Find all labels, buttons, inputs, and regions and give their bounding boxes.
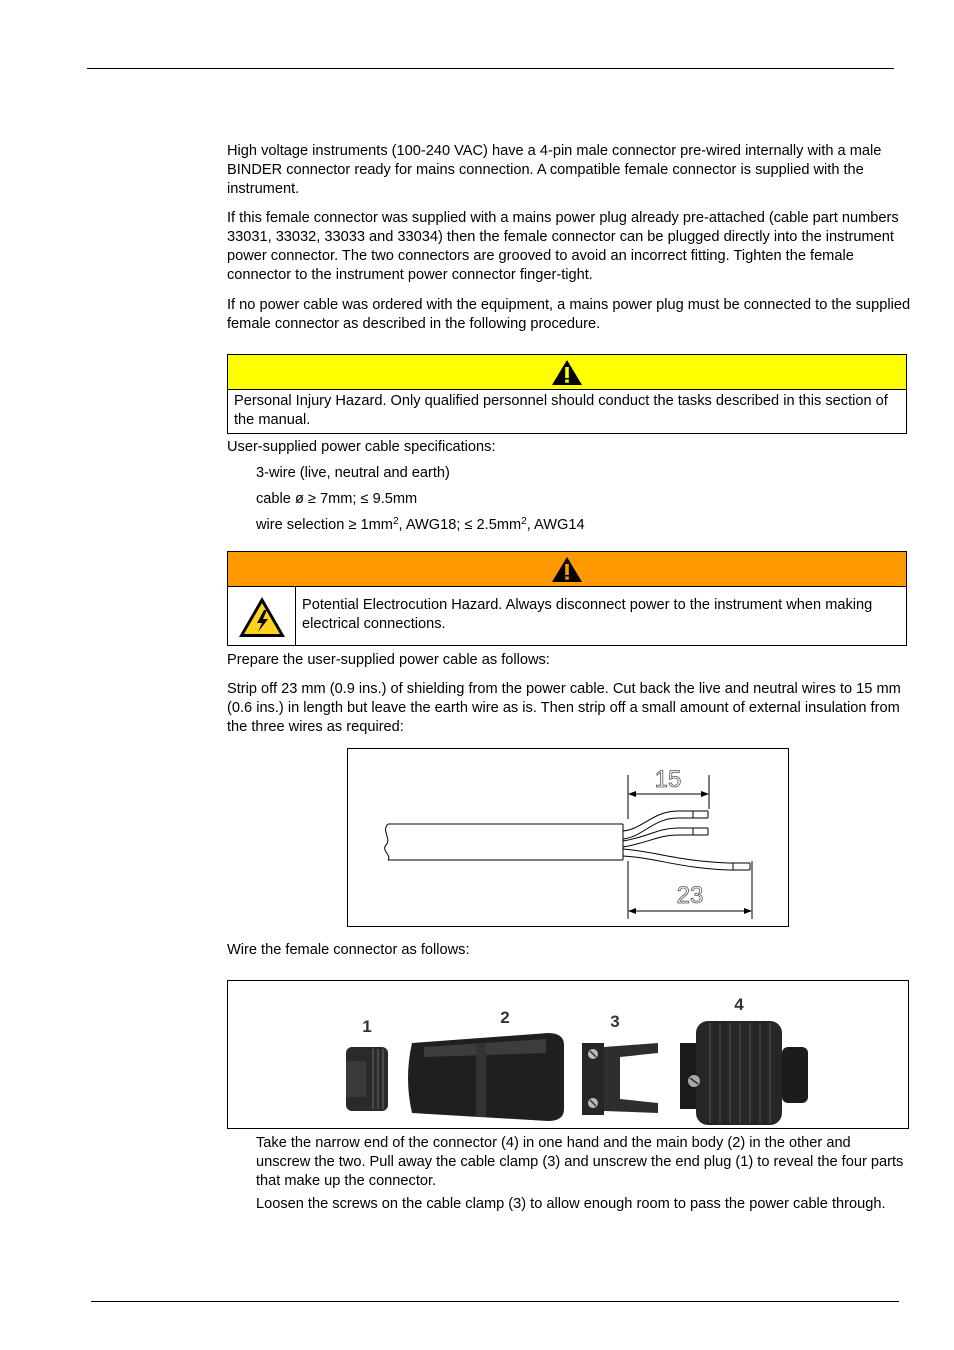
cable-drawing — [348, 749, 788, 926]
strip-instructions: Strip off 23 mm (0.9 ins.) of shielding from the power cable. Cut back the live and neutral wires to 15 mm (0.6 ins.) in length but leave the earth wire as is. Then strip off a small amount of external insulation from the three wires as required: — [227, 681, 901, 735]
connector-parts-figure — [227, 980, 909, 1129]
spec-item-diameter: cable ø ≥ 7mm; ≤ 9.5mm — [256, 491, 418, 507]
caution-text: Personal Injury Hazard. Only qualified personnel should conduct the tasks described in this section of the manual. — [234, 393, 888, 428]
warning-icon-cell — [228, 587, 296, 646]
footer-rule — [91, 1301, 899, 1302]
narrow-end-connector-part — [680, 1021, 808, 1125]
header-rule — [87, 68, 894, 69]
wire-heading: Wire the female connector as follows: — [227, 942, 470, 958]
intro-paragraph-1: High voltage instruments (100-240 VAC) have a 4-pin male connector pre-wired internally with a male BINDER connector ready for mains connection. A compatible female connector is supplied with the instrument. — [227, 143, 882, 197]
caution-band — [228, 355, 906, 390]
prepare-heading: Prepare the user-supplied power cable as follows: — [227, 652, 550, 668]
cable-clamp-part — [582, 1043, 658, 1115]
warning-text: Potential Electrocution Hazard. Always disconnect power to the instrument when making electrical connections. — [302, 597, 873, 632]
warning-box — [227, 551, 907, 646]
dimension-15-label: 15 — [654, 766, 682, 793]
part-label-2: 2 — [500, 1008, 510, 1027]
part-label-4: 4 — [734, 995, 744, 1014]
spec-wire-pre: wire selection ≥ 1mm — [256, 517, 393, 533]
spec-item-wire-selection — [256, 516, 906, 535]
cable-strip-figure — [347, 748, 789, 927]
spec-heading: User-supplied power cable specifications: — [227, 439, 496, 455]
step-1: Take the narrow end of the connector (4) in one hand and the main body (2) in the other and unscrew the two. Pull away the cable clamp (3) and unscrew the end plug (1) to reveal the four parts that make up the connector. — [256, 1135, 904, 1189]
step-2: Loosen the screws on the cable clamp (3) to allow enough room to pass the power cable through. — [256, 1196, 886, 1212]
warning-band — [228, 552, 906, 587]
intro-paragraph-2: If this female connector was supplied with a mains power plug already pre-attached (cable part numbers 33031, 33032, 33033 and 33034) then the female connector can be plugged directly into the instrument power connector. The two connectors are grooved to avoid an incorrect fitting. Tighten the female connector to the instrument power connector finger-tight. — [227, 210, 899, 283]
warning-body — [228, 587, 906, 646]
electrical-hazard-icon — [237, 595, 287, 639]
dimension-23-label: 23 — [676, 882, 704, 909]
warning-triangle-icon — [551, 556, 583, 583]
end-plug-part — [346, 1047, 388, 1111]
connector-drawing — [228, 981, 908, 1128]
part-label-3: 3 — [610, 1012, 620, 1031]
warning-triangle-icon — [551, 359, 583, 386]
spec-wire-mid: , AWG18; ≤ 2.5mm — [398, 517, 522, 533]
spec-item-wires: 3-wire (live, neutral and earth) — [256, 465, 450, 481]
spec-sup-1: 2 — [392, 516, 399, 527]
intro-paragraph-3: If no power cable was ordered with the equipment, a mains power plug must be connected to the supplied female connector as described in the following procedure. — [227, 297, 911, 332]
main-body-part — [408, 1033, 564, 1121]
caution-box — [227, 354, 907, 434]
spec-sup-2: 2 — [521, 516, 527, 527]
part-label-1: 1 — [362, 1017, 372, 1036]
spec-wire-post: , AWG14 — [526, 517, 585, 533]
